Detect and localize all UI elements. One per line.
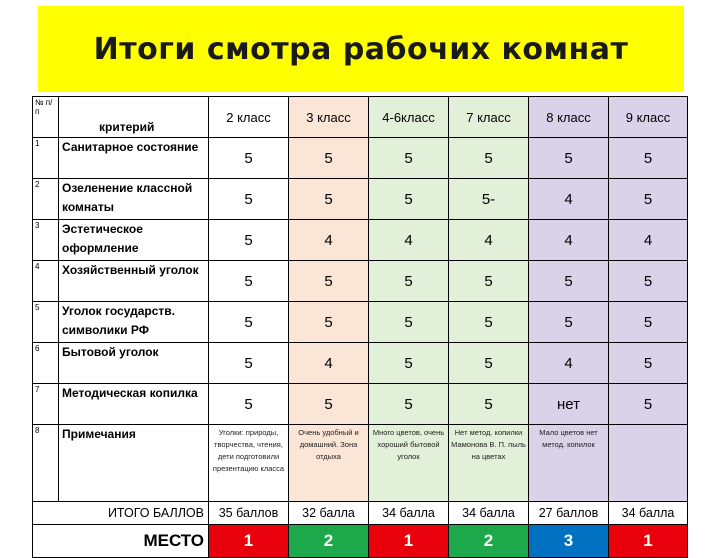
score-cell: 5	[209, 179, 289, 220]
score-cell: 4	[369, 220, 449, 261]
row-number: 7	[33, 384, 59, 425]
score-cell: 5	[369, 343, 449, 384]
criterion-label: Уголок государств. символики РФ	[59, 302, 209, 343]
total-cell: 34 балла	[609, 502, 688, 525]
place-cell: 1	[209, 525, 289, 558]
score-cell: 4	[529, 220, 609, 261]
class-header: 2 класс	[209, 97, 289, 138]
score-cell: 5	[209, 138, 289, 179]
score-cell: 5	[369, 138, 449, 179]
score-cell: 5	[449, 138, 529, 179]
score-cell: 5	[609, 261, 688, 302]
score-cell: нет	[529, 384, 609, 425]
score-cell: 5-	[449, 179, 529, 220]
score-cell: 5	[449, 261, 529, 302]
place-cell: 1	[609, 525, 688, 558]
score-cell: 4	[289, 343, 369, 384]
criterion-header: критерий	[59, 97, 209, 138]
score-cell: 5	[449, 343, 529, 384]
criterion-label: Эстетическое оформление	[59, 220, 209, 261]
row-number: 1	[33, 138, 59, 179]
score-cell: 5	[289, 384, 369, 425]
total-cell: 34 балла	[369, 502, 449, 525]
title-banner	[38, 6, 684, 92]
results-table	[32, 96, 688, 558]
criterion-label: Санитарное состояние	[59, 138, 209, 179]
table-row	[33, 261, 688, 302]
notes-row	[33, 425, 688, 502]
class-header: 9 класс	[609, 97, 688, 138]
score-cell: 5	[609, 138, 688, 179]
header-row	[33, 97, 688, 138]
class-header: 7 класс	[449, 97, 529, 138]
note-cell: Очень удобный и домашний. Зона отдыха	[289, 425, 369, 502]
score-cell: 5	[209, 343, 289, 384]
class-header: 4-6класс	[369, 97, 449, 138]
total-cell: 35 баллов	[209, 502, 289, 525]
place-cell: 3	[529, 525, 609, 558]
place-row	[33, 525, 688, 558]
score-cell: 5	[529, 302, 609, 343]
score-cell: 5	[449, 384, 529, 425]
score-cell: 5	[609, 179, 688, 220]
score-cell: 5	[529, 138, 609, 179]
row-number: 4	[33, 261, 59, 302]
place-cell: 1	[369, 525, 449, 558]
score-cell: 4	[529, 179, 609, 220]
total-cell: 34 балла	[449, 502, 529, 525]
score-cell: 5	[609, 384, 688, 425]
score-cell: 5	[209, 302, 289, 343]
table-row	[33, 138, 688, 179]
score-cell: 5	[609, 302, 688, 343]
note-cell	[609, 425, 688, 502]
row-number: 3	[33, 220, 59, 261]
row-number: 6	[33, 343, 59, 384]
score-cell: 5	[289, 302, 369, 343]
place-cell: 2	[289, 525, 369, 558]
score-cell: 4	[289, 220, 369, 261]
score-cell: 5	[289, 261, 369, 302]
score-cell: 5	[369, 384, 449, 425]
note-cell: Много цветов, очень хороший бытовой уголок	[369, 425, 449, 502]
total-cell: 32 балла	[289, 502, 369, 525]
total-cell: 27 баллов	[529, 502, 609, 525]
score-cell: 5	[209, 261, 289, 302]
score-cell: 5	[289, 138, 369, 179]
table-row	[33, 384, 688, 425]
place-label: МЕСТО	[33, 525, 209, 558]
score-cell: 4	[449, 220, 529, 261]
totals-label: ИТОГО БАЛЛОВ	[33, 502, 209, 525]
class-header: 8 класс	[529, 97, 609, 138]
score-cell: 5	[369, 302, 449, 343]
num-header: № п/п	[33, 97, 59, 138]
score-cell: 5	[209, 384, 289, 425]
totals-row	[33, 502, 688, 525]
criterion-label: Хозяйственный уголок	[59, 261, 209, 302]
row-number: 2	[33, 179, 59, 220]
score-cell: 5	[609, 343, 688, 384]
note-cell: Нет метод. копилки Мамонова В. П. пыль на цветах	[449, 425, 529, 502]
note-cell: Мало цветов нет метод. копилок	[529, 425, 609, 502]
row-number: 5	[33, 302, 59, 343]
criterion-label: Бытовой уголок	[59, 343, 209, 384]
criterion-label: Методическая копилка	[59, 384, 209, 425]
criterion-label: Озеленение классной комнаты	[59, 179, 209, 220]
note-cell: Уголки: природы, творчества, чтения, дети подготовили презентацию класса	[209, 425, 289, 502]
table-row	[33, 343, 688, 384]
table-row	[33, 302, 688, 343]
page-title: Итоги смотра рабочих комнат	[93, 31, 629, 67]
score-cell: 4	[609, 220, 688, 261]
score-cell: 5	[369, 179, 449, 220]
criterion-label: Примечания	[59, 425, 209, 502]
row-number: 8	[33, 425, 59, 502]
score-cell: 5	[449, 302, 529, 343]
place-cell: 2	[449, 525, 529, 558]
score-cell: 5	[529, 261, 609, 302]
score-cell: 4	[529, 343, 609, 384]
score-cell: 5	[289, 179, 369, 220]
table-row	[33, 220, 688, 261]
score-cell: 5	[369, 261, 449, 302]
table-row	[33, 179, 688, 220]
class-header: 3 класс	[289, 97, 369, 138]
score-cell: 5	[209, 220, 289, 261]
